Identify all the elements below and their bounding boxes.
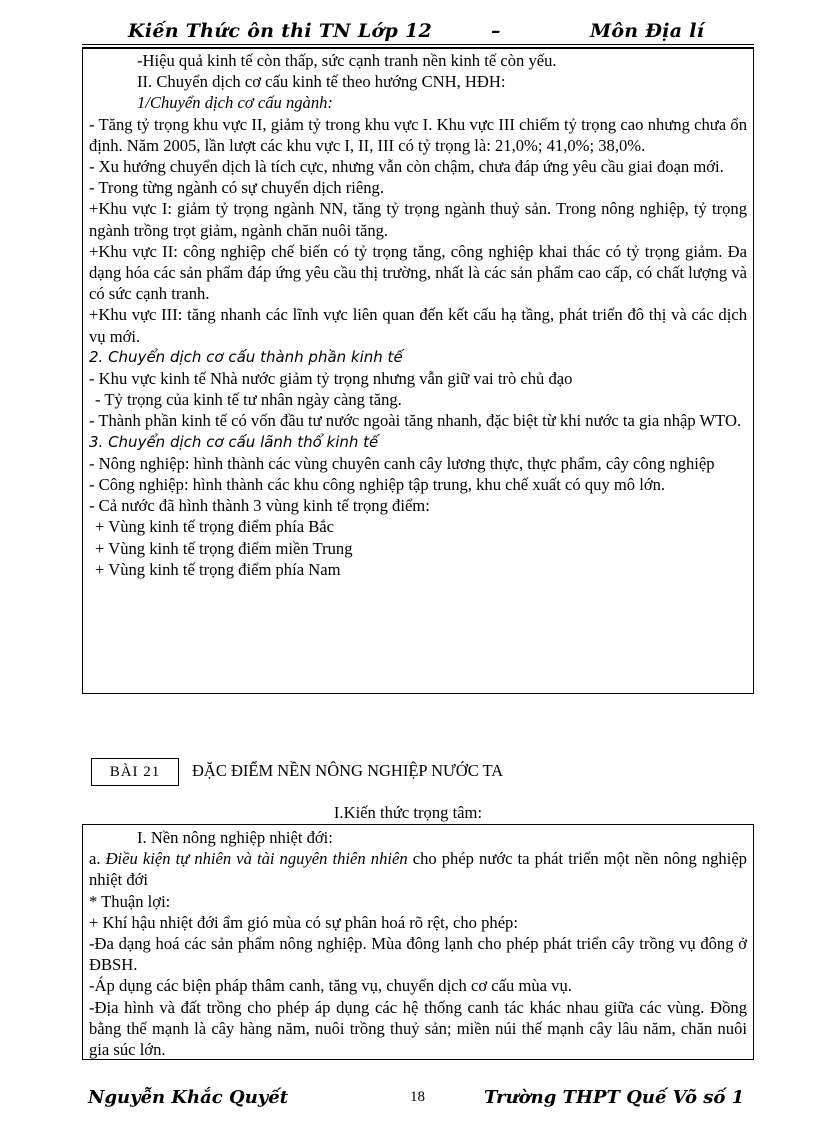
header-title: Kiến Thức ôn thi TN Lớp 12 xyxy=(128,20,433,42)
list-item: + Vùng kinh tế trọng điểm miền Trung xyxy=(95,538,353,558)
paragraph: * Thuận lợi: xyxy=(89,891,171,911)
paragraph: +Khu vực II: công nghiệp chế biến có tỷ trọng tăng, công nghiệp khai thác có tỷ trọng giảm. Đa dạng hóa các sản phẩm đáp ứng yêu cầu thị trường, nhất là các sản phẩm cao cấp, có chất lượng và có sức cạnh tranh. xyxy=(89,241,747,304)
text-line: -Hiệu quả kinh tế còn thấp, sức cạnh tranh nền kinh tế còn yếu. xyxy=(137,51,557,70)
content-box-agriculture xyxy=(82,824,754,1060)
paragraph: - Khu vực kinh tế Nhà nước giảm tỷ trọng nhưng vẫn giữ vai trò chủ đạo xyxy=(89,369,573,389)
paragraph: - Trong từng ngành có sự chuyển dịch riêng. xyxy=(89,178,384,198)
subsection-heading: 2. Chuyển dịch cơ cấu thành phần kinh tế xyxy=(89,347,403,366)
section-heading: I. Nền nông nghiệp nhiệt đới: xyxy=(137,828,333,847)
paragraph: - Cả nước đã hình thành 3 vùng kinh tế trọng điểm: xyxy=(89,496,430,516)
paragraph: a. Điều kiện tự nhiên và tài nguyên thiên nhiên cho phép nước ta phát triển một nền nông nghiệp nhiệt đới xyxy=(89,849,747,890)
header-dash: – xyxy=(491,20,501,42)
section-title: I.Kiến thức trọng tâm: xyxy=(333,803,483,822)
paragraph: - Công nghiệp: hình thành các khu công nghiệp tập trung, khu chế xuất có quy mô lớn. xyxy=(89,475,666,495)
paragraph: - Xu hướng chuyển dịch là tích cực, nhưng vẫn còn chậm, chưa đáp ứng yêu cầu giai đoạn mới. xyxy=(89,157,724,177)
list-item: + Vùng kinh tế trọng điểm phía Nam xyxy=(95,559,341,579)
paragraph: - Tăng tỷ trọng khu vực II, giảm tỷ trong khu vực I. Khu vực III chiếm tỷ trọng cao nhưng chưa ổn định. Năm 2005, lần lượt các khu vực I, II, III có tỷ trọng là: 21,0%; 41,0%; 38,0%. xyxy=(89,114,747,155)
lesson-label: BÀI 21 xyxy=(91,758,179,786)
paragraph: -Địa hình và đất trồng cho phép áp dụng các hệ thống canh tác khác nhau giữa các vùng. Đồng bằng thế mạnh là cây hàng năm, nuôi trồng thuỷ sản; miền núi thế mạnh cây lâu năm, chăn nuôi gia súc lớn. xyxy=(89,997,747,1060)
header-subject: Môn Địa lí xyxy=(590,20,705,42)
section-heading: II. Chuyển dịch cơ cấu kinh tế theo hướng CNH, HĐH: xyxy=(137,72,506,92)
page-number: 18 xyxy=(410,1089,425,1105)
paragraph: -Áp dụng các biện pháp thâm canh, tăng vụ, chuyển dịch cơ cấu mùa vụ. xyxy=(89,976,572,996)
list-item: + Vùng kinh tế trọng điểm phía Bắc xyxy=(95,517,335,537)
footer-school: Trường THPT Quế Võ số 1 xyxy=(484,1087,745,1108)
content-box-economy xyxy=(82,47,754,694)
subsection-heading: 1/Chuyển dịch cơ cấu ngành: xyxy=(137,93,333,113)
paragraph: +Khu vực III: tăng nhanh các lĩnh vực liên quan đến kết cấu hạ tầng, phát triển đô thị và các dịch vụ mới. xyxy=(89,305,747,346)
subsection-heading: 3. Chuyển dịch cơ cấu lãnh thổ kinh tế xyxy=(89,432,379,451)
paragraph: + Khí hậu nhiệt đới ẩm gió mùa có sự phân hoá rõ rệt, cho phép: xyxy=(89,912,518,932)
lesson-title: ĐẶC ĐIỂM NỀN NÔNG NGHIỆP NƯỚC TA xyxy=(192,761,504,780)
paragraph: -Đa dạng hoá các sản phẩm nông nghiệp. Mùa đông lạnh cho phép phát triển cây trồng vụ đông ở ĐBSH. xyxy=(89,934,747,975)
footer-author: Nguyễn Khắc Quyết xyxy=(88,1087,289,1108)
paragraph: - Thành phần kinh tế có vốn đầu tư nước ngoài tăng nhanh, đặc biệt từ khi nước ta gia nhập WTO. xyxy=(89,411,742,431)
paragraph: +Khu vực I: giảm tỷ trọng ngành NN, tăng tỷ trọng ngành thuỷ sản. Trong nông nghiệp, tỷ trọng ngành trồng trọt giảm, ngành chăn nuôi tăng. xyxy=(89,199,747,240)
paragraph: - Tỷ trọng của kinh tế tư nhân ngày càng tăng. xyxy=(95,390,402,410)
paragraph: - Nông nghiệp: hình thành các vùng chuyên canh cây lương thực, thực phẩm, cây công nghiệp xyxy=(89,453,715,473)
